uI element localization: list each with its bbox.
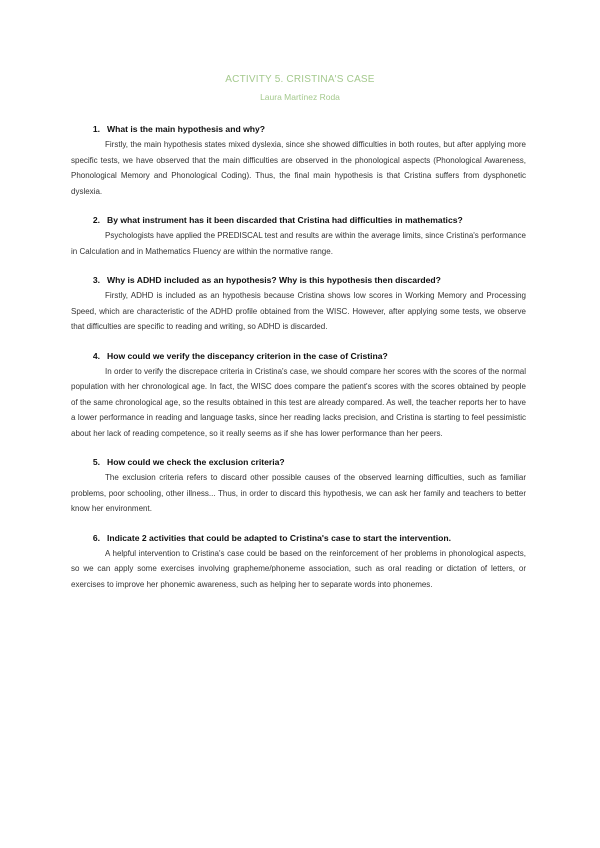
question-number: 3. [92, 275, 100, 285]
question-text: How could we verify the discepancy criterion in the case of Cristina? [107, 350, 388, 361]
document-title: ACTIVITY 5. CRISTINA'S CASE [225, 74, 375, 85]
document-body [71, 122, 526, 606]
document-author: Laura Martínez Roda [260, 92, 340, 102]
question-number: 5. [92, 457, 100, 467]
question-number: 6. [92, 532, 100, 543]
answer-paragraph: Firstly, the main hypothesis states mixed dyslexia, since she showed difficulties in both routes, but after applying more specific tests, we have observed that the main difficulties are observed in the phonological aspects (Phonological Awareness, Phonological Memory and Phonological Coding). Thus, the final main hypothesis is that Cristina suffers from dysphonetic dyslexia. [71, 140, 526, 196]
question-section-5 [71, 455, 526, 517]
question-section-2 [71, 213, 526, 259]
question-section-6 [71, 531, 526, 593]
question-text: What is the main hypothesis and why? [107, 124, 266, 134]
question-section-1 [71, 122, 526, 199]
question-heading [71, 531, 526, 545]
question-text: By what instrument has it been discarded that Cristina had difficulties in mathematics? [107, 215, 463, 225]
question-number: 2. [92, 215, 100, 225]
question-text: How could we check the exclusion criteria? [107, 457, 285, 467]
question-section-4 [71, 349, 526, 442]
question-section-3 [71, 273, 526, 335]
question-number: 1. [92, 124, 100, 134]
question-heading [71, 122, 526, 136]
answer-paragraph: Firstly, ADHD is included as an hypothesis because Cristina shows low scores in Working Memory and Processing Speed, which are characteristic of the ADHD profile obtained from the WISC. However, after applying some tests, we observe that difficulties are specific to reading and writing, so ADHD is discarded. [71, 291, 526, 331]
question-heading [71, 273, 526, 287]
answer-paragraph: Psychologists have applied the PREDISCAL test and results are within the average limits, since Cristina's performance in Calculation and in Mathematics Fluency are within the normative range. [71, 231, 526, 256]
answer-paragraph: In order to verify the discrepace criteria in Cristina's case, we should compare her scores with the scores of the normal population with her chronological age. In fact, the WISC does compare the patient's scores with the scores obtained by people of the same chronological age, so the results obtained in this test are already compared. As well, the teacher reports her to have a lower performance in reading and language tasks, since her reading lacks precision, and Cristina is starting to feel pessimistic about her lack of reading competence, so it really seems as if she has lower performance than her peers. [71, 366, 526, 438]
question-heading [71, 349, 526, 363]
answer-paragraph: The exclusion criteria refers to discard other possible causes of the observed learning difficulties, such as familiar problems, poor schooling, other illness... Thus, in order to discard this hypothesis, we can ask her family and teachers to better know her environment. [71, 473, 526, 513]
answer-paragraph: A helpful intervention to Cristina's case could be based on the reinforcement of her problems in phonological aspects, so we can apply some exercises involving grapheme/phoneme association, such as oral reading or dictation of letters, or exercises to improve her phonemic awareness, such as helping her to separate words into phonemes. [71, 548, 526, 589]
question-number: 4. [92, 350, 100, 361]
question-heading [71, 213, 526, 227]
question-text: Why is ADHD included as an hypothesis? Why is this hypothesis then discarded? [107, 275, 441, 285]
question-text: Indicate 2 activities that could be adapted to Cristina's case to start the intervention. [107, 532, 451, 543]
question-heading [71, 455, 526, 469]
